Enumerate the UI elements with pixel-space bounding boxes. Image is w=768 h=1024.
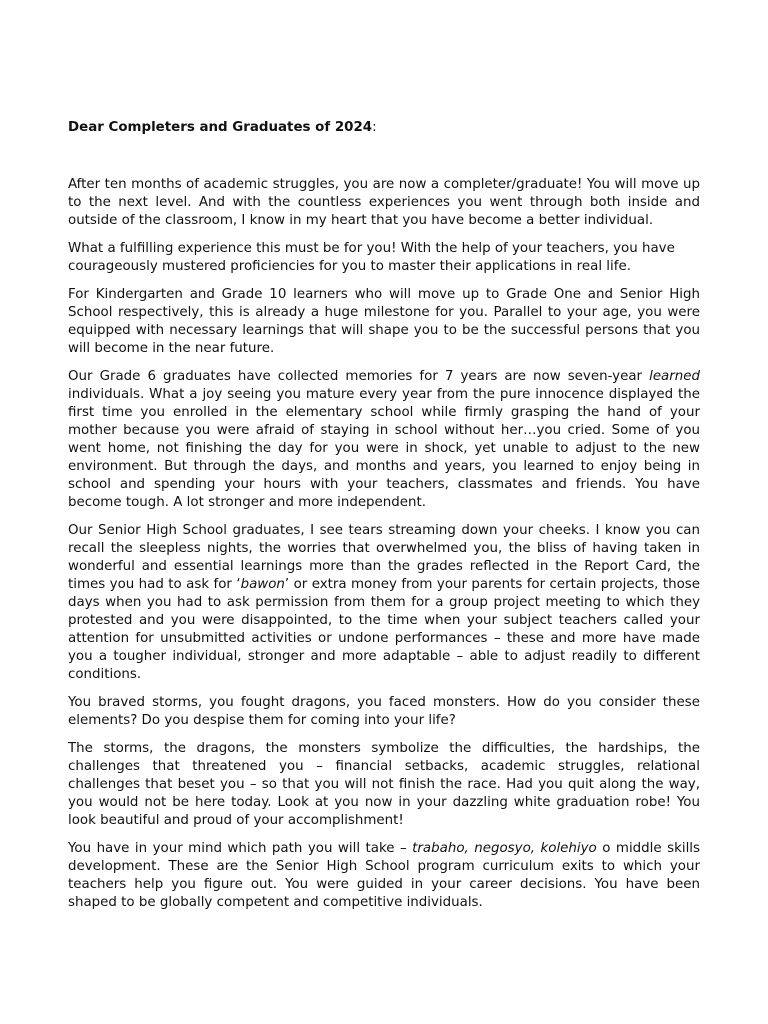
paragraph-5-part-2: ’ or extra money from your parents for certain projects, those days when you had to ask permission from them for a group project meeting to which they protested and you were disappointed, to the time when your subject teachers called your attention for unsubmitted activities or undone performances – these and more have made you a tougher individual, stronger and more adaptable – able to adjust readily to different conditions.	[68, 577, 700, 682]
paragraph-8-emphasis: trabaho, negosyo, kolehiyo	[412, 841, 597, 856]
letter-page	[68, 119, 700, 922]
paragraph-8	[68, 840, 700, 912]
paragraph-8-part-2: o middle skills development. These are the Senior High School program curriculum exits to which your teachers help you figure out. You were guided in your career decisions. You have been shaped to be globally competent and competitive individuals.	[68, 841, 700, 910]
paragraph-2: What a fulfilling experience this must be for you! With the help of your teachers, you have courageously mustered proficiencies for you to master their applications in real life.	[68, 241, 675, 274]
paragraph-8-part-1: You have in your mind which path you will take –	[68, 841, 413, 856]
paragraph-5-emphasis: bawon	[240, 577, 285, 592]
paragraph-5	[68, 522, 700, 684]
paragraph-3: For Kindergarten and Grade 10 learners who will move up to Grade One and Senior High School respectively, this is already a huge milestone for you. Parallel to your age, you were equipped with necessary learnings that will shape you to be the successful persons that you will become in the near future.	[68, 287, 700, 356]
paragraph-5-part-1: Our Senior High School graduates, I see tears streaming down your cheeks. I know you can recall the sleepless nights, the worries that overwhelmed you, the bliss of having taken in wonderful and essential learnings more than the grades reflected in the Report Card, the times you had to ask for ‘	[68, 523, 700, 592]
salutation-colon: :	[372, 120, 377, 135]
salutation-text: Dear Completers and Graduates of 2024	[68, 120, 373, 135]
paragraph-6: You braved storms, you fought dragons, you faced monsters. How do you consider these elements? Do you despise them for coming into your life?	[68, 695, 700, 728]
paragraph-4	[68, 368, 700, 512]
paragraph-4-part-2: individuals. What a joy seeing you mature every year from the pure innocence displayed the first time you enrolled in the elementary school while firmly grasping the hand of your mother because you were afraid of staying in school without her…you cried. Some of you went home, not finishing the day for you were in shock, yet unable to adjust to the new environment. But through the days, and months and years, you learned to enjoy being in school and spending your hours with your teachers, classmates and friends. You have become tough. A lot stronger and more independent.	[68, 387, 700, 510]
paragraph-4-emphasis: learned	[649, 369, 700, 384]
paragraph-7: The storms, the dragons, the monsters symbolize the difficulties, the hardships, the challenges that threatened you – financial setbacks, academic struggles, relational challenges that beset you – so that you will not finish the race. Had you quit along the way, you would not be here today. Look at you now in your dazzling white graduation robe! You look beautiful and proud of your accomplishment!	[68, 741, 700, 828]
paragraph-4-part-1: Our Grade 6 graduates have collected memories for 7 years are now seven-year	[68, 369, 650, 384]
paragraph-1: After ten months of academic struggles, you are now a completer/graduate! You will move up to the next level. And with the countless experiences you went through both inside and outside of the classroom, I know in my heart that you have become a better individual.	[68, 177, 700, 228]
salutation	[68, 119, 700, 137]
